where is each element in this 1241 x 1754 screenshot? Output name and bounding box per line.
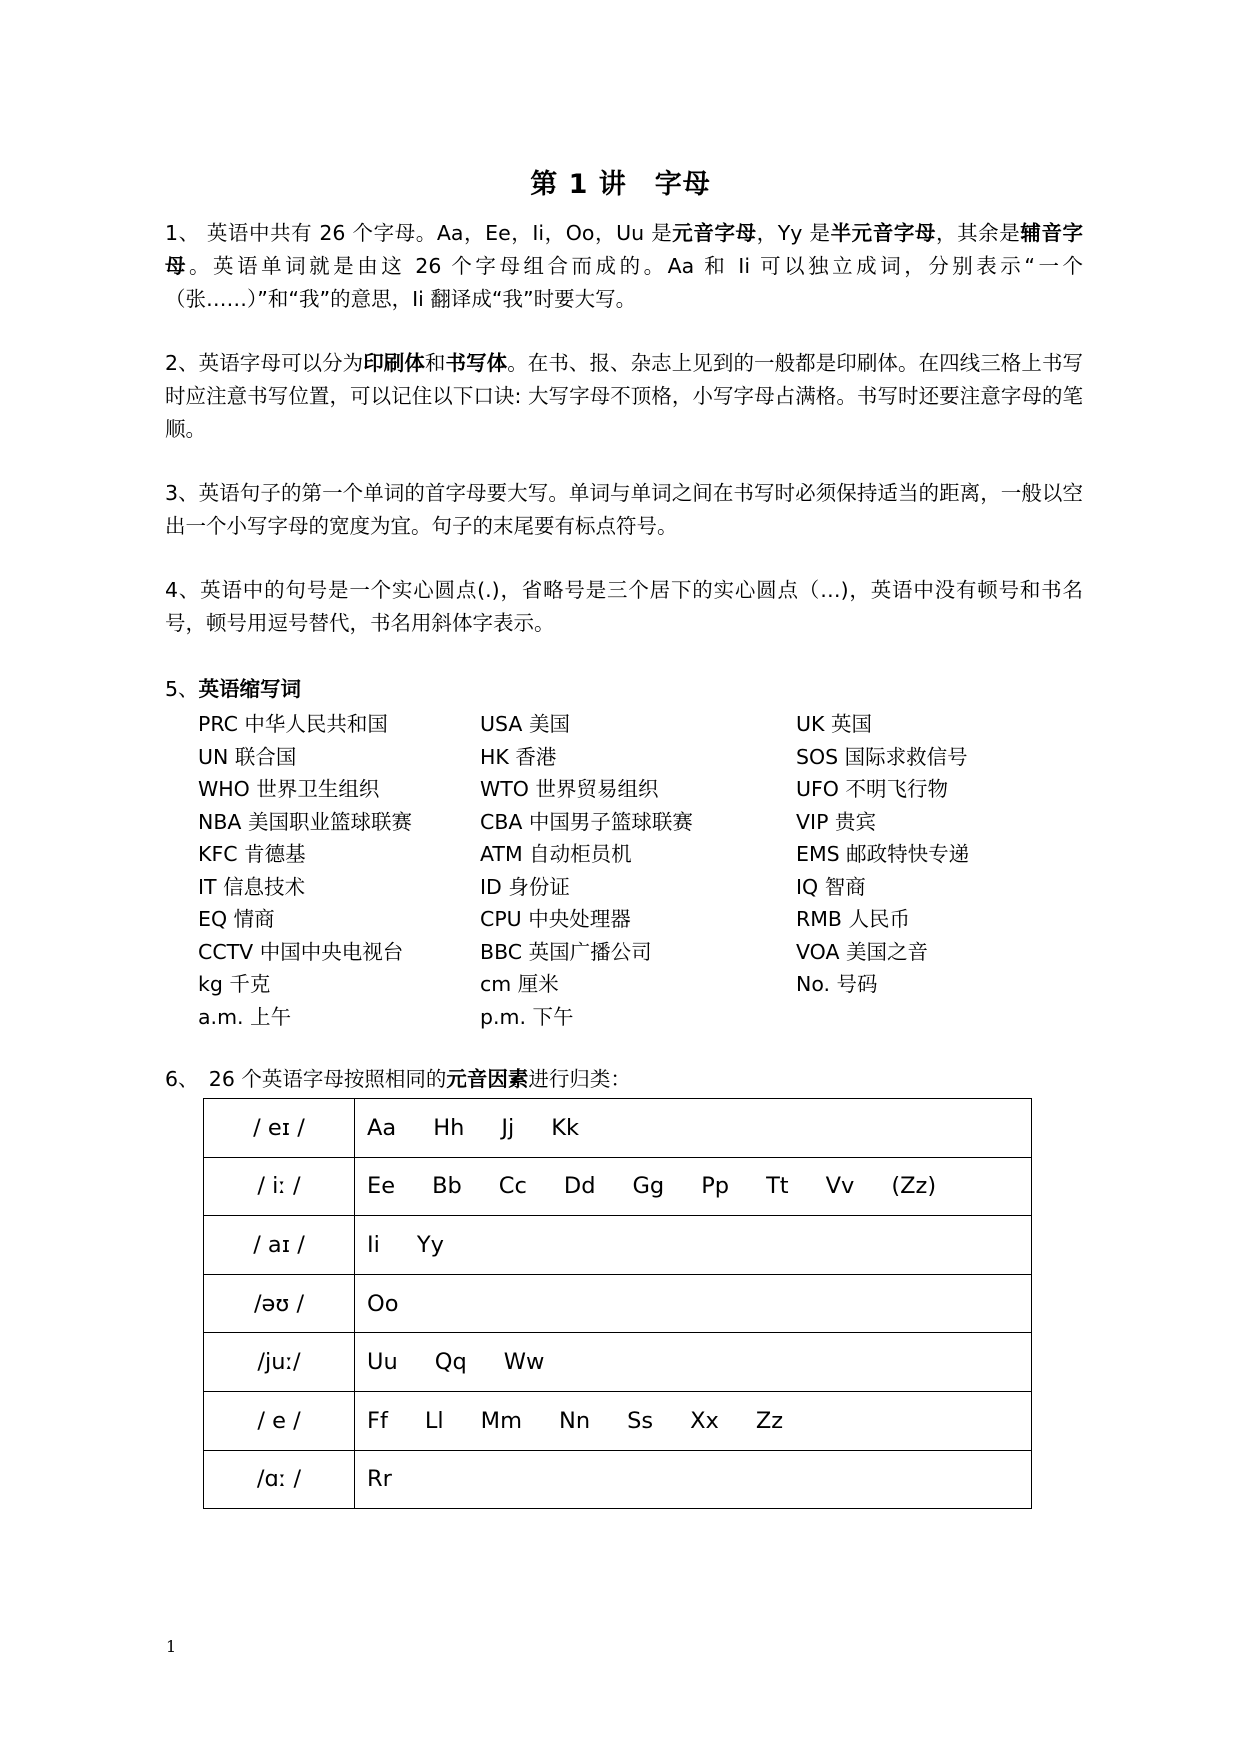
letters-cell xyxy=(355,1450,1032,1509)
p1-text-4: 。英语单词就是由这 26 个字母组合而成的。Aa 和 Ii 可以独立成词，分别表示“一个（张……）”和“我”的意思，Ii 翻译成“我”时要大写。 xyxy=(165,254,1083,311)
p1-bold-vowel-letters: 元音字母 xyxy=(672,221,757,245)
p1-text-1: 1、 英语中共有 26 个字母。Aa，Ee，Ii，Oo，Uu 是 xyxy=(165,221,673,245)
abbreviation-item: No. 号码 xyxy=(796,972,878,997)
abbreviation-item: IT 信息技术 xyxy=(198,874,306,899)
letter-pair: Ss xyxy=(627,1407,654,1434)
section-6-text-2: 进行归类： xyxy=(528,1067,631,1091)
letters-cell xyxy=(355,1157,1032,1216)
letter-pair: Jj xyxy=(501,1114,515,1141)
section-5-heading xyxy=(165,674,301,704)
p2-text-3: 。在书、报、杂志上见到的一般都是印刷体。在四线三格上书写时应注意书写位置，可以记住以下口诀: 大写字母不顶格，小写字母占满格。书写时还要注意字母的笔顺。 xyxy=(165,351,1084,441)
abbreviation-item: VOA 美国之音 xyxy=(796,939,928,964)
section-6-heading xyxy=(165,1064,631,1094)
p1-text-2: ，Yy 是 xyxy=(756,221,831,245)
p1-text-3: ，其余是 xyxy=(936,221,1021,245)
letters-cell xyxy=(355,1391,1032,1450)
letters-cell xyxy=(355,1216,1032,1275)
abbreviation-item: PRC 中华人民共和国 xyxy=(198,712,388,737)
abbreviation-item: IQ 智商 xyxy=(796,874,866,899)
p1-bold-semivowel-letters: 半元音字母 xyxy=(830,221,937,245)
p2-text-1: 2、英语字母可以分为 xyxy=(165,351,364,375)
letter-pair: Pp xyxy=(701,1173,730,1200)
page-number: 1 xyxy=(166,1637,177,1656)
letters-cell xyxy=(355,1099,1032,1158)
phoneme-cell: / aɪ / xyxy=(204,1216,355,1275)
table-row xyxy=(204,1450,1032,1509)
letter-pair: Ee xyxy=(367,1173,396,1200)
table-row xyxy=(204,1099,1032,1158)
letter-pair: Ff xyxy=(367,1407,388,1434)
letter-pair: Nn xyxy=(559,1407,591,1434)
abbreviation-item: ATM 自动柜员机 xyxy=(480,842,632,867)
abbreviation-item: VIP 贵宾 xyxy=(796,809,876,834)
section-5-label: 英语缩写词 xyxy=(198,677,302,701)
letter-pair: Yy xyxy=(416,1231,444,1258)
paragraph-2 xyxy=(165,347,1083,446)
abbreviation-item: p.m. 下午 xyxy=(480,1004,574,1029)
letter-pair: Uu xyxy=(367,1349,398,1376)
letter-pair: Cc xyxy=(498,1173,527,1200)
letter-pair: Ii xyxy=(367,1231,380,1258)
abbreviation-item: CPU 中央处理器 xyxy=(480,907,631,932)
abbreviation-item: BBC 英国广播公司 xyxy=(480,939,652,964)
phoneme-cell: /juː/ xyxy=(204,1333,355,1392)
p2-text-2: 和 xyxy=(424,351,446,375)
letter-pair: Aa xyxy=(367,1114,397,1141)
letter-pair: Dd xyxy=(563,1173,596,1200)
letter-pair: Qq xyxy=(434,1349,467,1376)
letters-cell xyxy=(355,1274,1032,1333)
p2-bold-print-form: 印刷体 xyxy=(363,351,425,375)
abbreviation-item: ID 身份证 xyxy=(480,874,570,899)
abbreviation-item: WTO 世界贸易组织 xyxy=(480,777,659,802)
phoneme-cell: / e / xyxy=(204,1391,355,1450)
table-row xyxy=(204,1157,1032,1216)
phoneme-cell: /ɑː / xyxy=(204,1450,355,1509)
abbreviation-item: RMB 人民币 xyxy=(796,907,911,932)
letter-pair: Xx xyxy=(690,1407,719,1434)
section-6-text-1: 6、 26 个英语字母按照相同的 xyxy=(165,1067,447,1091)
table-row xyxy=(204,1333,1032,1392)
abbreviation-item: cm 厘米 xyxy=(480,972,559,997)
abbreviation-item: UFO 不明飞行物 xyxy=(796,777,948,802)
letter-pair: Gg xyxy=(632,1173,665,1200)
abbreviation-item: a.m. 上午 xyxy=(198,1004,292,1029)
abbreviation-item: UK 英国 xyxy=(796,712,872,737)
paragraph-4: 4、英语中的句号是一个实心圆点(.)，省略号是三个居下的实心圆点（…)，英语中没有顿号和书名号，顿号用逗号替代，书名用斜体字表示。 xyxy=(165,578,1083,635)
abbreviation-item: EQ 情商 xyxy=(198,907,275,932)
letter-pair: Bb xyxy=(432,1173,462,1200)
phoneme-cell: / iː / xyxy=(204,1157,355,1216)
abbreviation-item: CBA 中国男子篮球联赛 xyxy=(480,809,693,834)
letter-pair: Ll xyxy=(424,1407,444,1434)
abbreviation-item: NBA 美国职业篮球联赛 xyxy=(198,809,412,834)
page-title: 第 1 讲 字母 xyxy=(530,169,711,200)
abbreviation-item: HK 香港 xyxy=(480,744,557,769)
abbreviation-item: USA 美国 xyxy=(480,712,570,737)
phoneme-cell: /əʊ / xyxy=(204,1274,355,1333)
p2-bold-script-form: 书写体 xyxy=(445,351,508,375)
letter-pair: Zz xyxy=(755,1407,784,1434)
abbreviation-item: kg 千克 xyxy=(198,972,271,997)
abbreviation-item: WHO 世界卫生组织 xyxy=(198,777,380,802)
letter-pair: Hh xyxy=(433,1114,465,1141)
letter-pair: Oo xyxy=(367,1290,399,1317)
letter-pair: Kk xyxy=(551,1114,580,1141)
letter-pair: Tt xyxy=(766,1173,789,1200)
paragraph-1 xyxy=(165,217,1083,316)
letter-pair: Vv xyxy=(825,1173,855,1200)
table-row xyxy=(204,1216,1032,1275)
section-6-bold-term: 元音因素 xyxy=(446,1067,529,1091)
abbreviation-item: CCTV 中国中央电视台 xyxy=(198,939,404,964)
table-row xyxy=(204,1391,1032,1450)
abbreviation-item: KFC 肯德基 xyxy=(198,842,306,867)
abbreviation-item: UN 联合国 xyxy=(198,744,297,769)
abbreviation-item: EMS 邮政特快专递 xyxy=(796,842,970,867)
letter-pair: (Zz) xyxy=(891,1173,937,1200)
abbreviation-list xyxy=(198,706,1078,1031)
vowel-classification-table xyxy=(203,1098,1032,1509)
letter-pair: Mm xyxy=(480,1407,523,1434)
section-5-number: 5、 xyxy=(165,677,199,701)
phoneme-cell: / eɪ / xyxy=(204,1099,355,1158)
letter-pair: Rr xyxy=(367,1466,392,1493)
paragraph-3: 3、英语句子的第一个单词的首字母要大写。单词与单词之间在书写时必须保持适当的距离，一般以空出一个小写字母的宽度为宜。句子的末尾要有标点符号。 xyxy=(165,481,1083,538)
p1-bold-consonant-letters: 辅音字母 xyxy=(165,221,1084,278)
letter-pair: Ww xyxy=(503,1349,545,1376)
abbreviation-item: SOS 国际求救信号 xyxy=(796,744,968,769)
letters-cell xyxy=(355,1333,1032,1392)
table-row xyxy=(204,1274,1032,1333)
